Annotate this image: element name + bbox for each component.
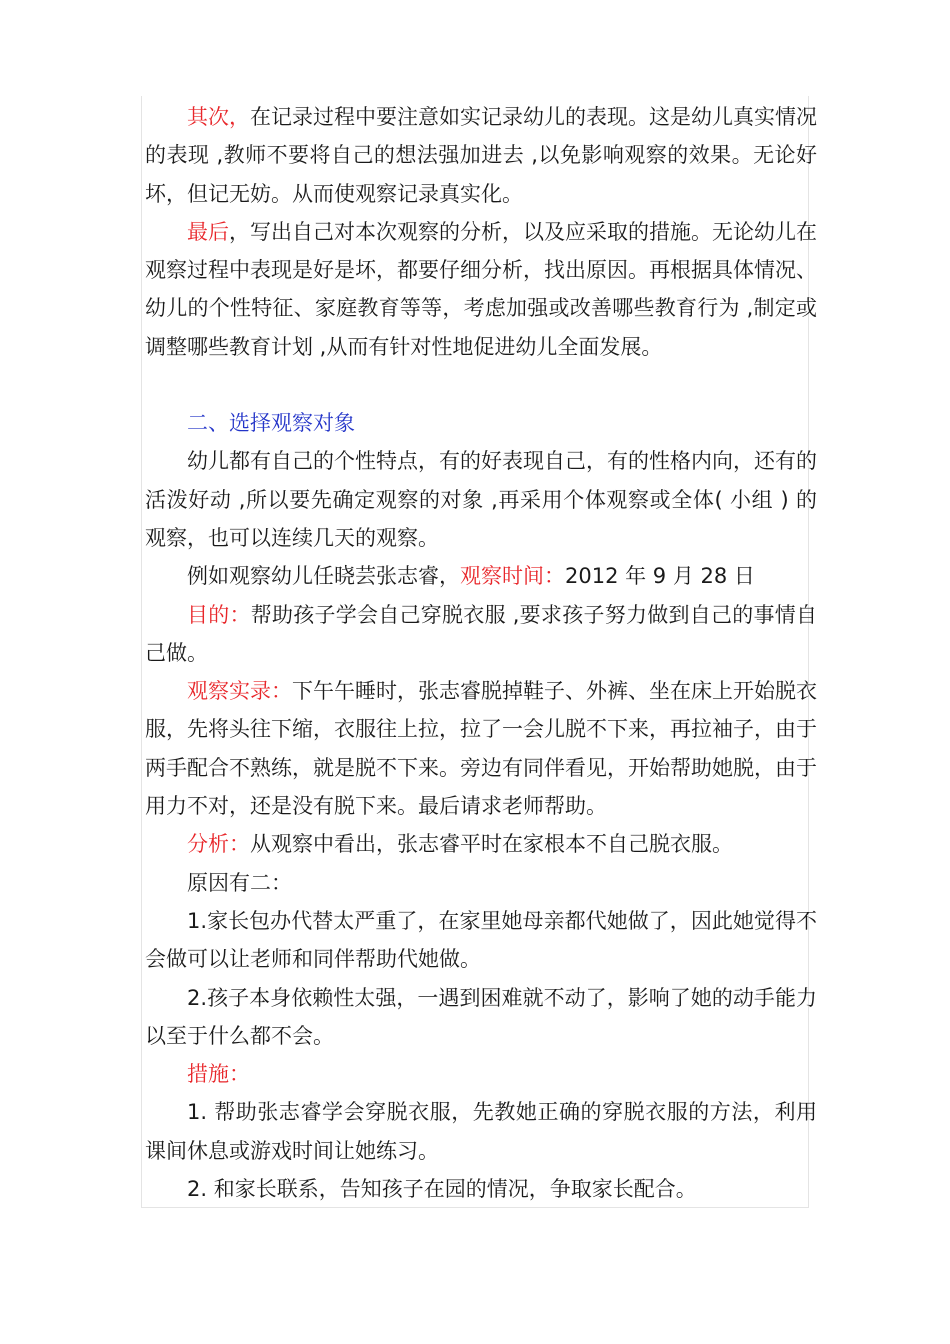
purpose-label: 目的： [187, 602, 251, 627]
paragraph-observation-target: 幼儿都有自己的个性特点，有的好表现自己，有的性格内向，还有的活泼好动 ,所以要先确定观察的对象 ,再采用个体观察或全体( 小组 ) 的观察，也可以连续几天的观察。 [145, 449, 817, 550]
reason-2: 2.孩子本身依赖性太强，一遇到困难就不动了，影响了她的动手能力以至于什么都不会。 [145, 985, 817, 1048]
measure-1: 1. 帮助张志睿学会穿脱衣服，先教她正确的穿脱衣服的方法，利用课间休息或游戏时间让她练习。 [145, 1100, 817, 1163]
paragraph-record [145, 672, 817, 825]
observation-time-value: 2012 年 9 月 28 日 [565, 564, 755, 589]
reason-1: 1.家长包办代替太严重了，在家里她母亲都代她做了，因此她觉得不会做可以让老师和同伴帮助代她做。 [145, 908, 817, 972]
secondly-text: 在记录过程中要注意如实记录幼儿的表现。这是幼儿真实情况的表现 ,教师不要将自己的想法强加进去 ,以免影响观察的效果。无论好坏，但记无妨。从而使观察记录真实化。 [145, 105, 817, 206]
example-text: 例如观察幼儿任晓芸张志睿， [187, 564, 460, 589]
measures-label: 措施： [187, 1062, 250, 1087]
document-body [145, 98, 817, 1208]
finally-text: ，写出自己对本次观察的分析，以及应采取的措施。无论幼儿在观察过程中表现是好是坏，都要仔细分析，找出原因。再根据具体情况、幼儿的个性特征、家庭教育等等，考虑加强或改善哪些教育行为 ,制定或调整哪些教育计划 ,从而有针对性地促进幼儿全面发展。 [145, 219, 817, 359]
paragraph-finally [145, 213, 817, 366]
observation-time-label: 观察时间： [460, 564, 565, 589]
record-label: 观察实录： [187, 679, 292, 704]
finally-label: 最后 [187, 219, 229, 244]
record-text: 下午午睡时，张志睿脱掉鞋子、外裤、坐在床上开始脱衣服，先将头往下缩，衣服往上拉，拉了一会儿脱不下来，再拉袖子，由于两手配合不熟练，就是脱不下来。旁边有同伴看见，开始帮助她脱，由于用力不对，还是没有脱下来。最后请求老师帮助。 [145, 679, 817, 819]
paragraph-secondly [145, 98, 817, 213]
secondly-label: 其次， [187, 105, 250, 129]
paragraph-purpose [145, 596, 817, 673]
purpose-text: 帮助孩子学会自己穿脱衣服 ,要求孩子努力做到自己的事情自己做。 [145, 602, 817, 665]
spacer [145, 366, 817, 404]
paragraph-example [145, 557, 817, 595]
measure-2: 2. 和家长联系，告知孩子在园的情况，争取家长配合。 [187, 1177, 697, 1202]
analysis-label: 分析： [187, 832, 250, 857]
paragraph-analysis [145, 825, 817, 863]
analysis-text: 从观察中看出，张志睿平时在家根本不自己脱衣服。 [250, 832, 733, 857]
section-heading: 二、选择观察对象 [187, 411, 355, 436]
reasons-intro: 原因有二： [187, 870, 292, 895]
